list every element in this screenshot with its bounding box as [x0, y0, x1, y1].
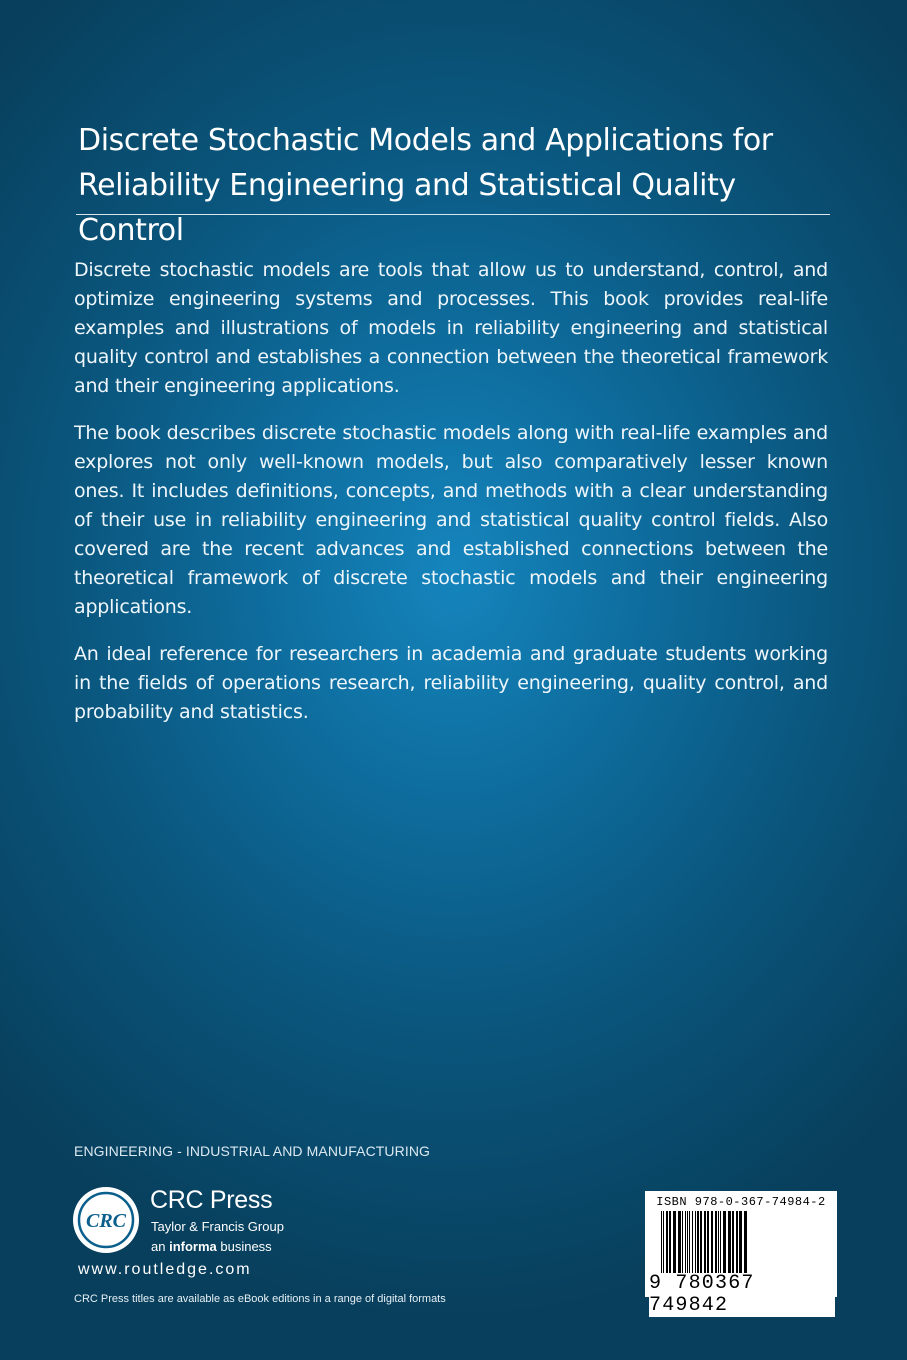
book-description — [74, 256, 828, 745]
barcode-bar — [669, 1211, 671, 1273]
book-title — [78, 118, 838, 253]
informa-brand: informa — [169, 1239, 217, 1254]
description-paragraph-3: An ideal reference for researchers in academia and graduate students working in the fields of operations research, reliability engineering, quality control, and probability and statistics. — [74, 643, 828, 723]
barcode-bar — [711, 1211, 713, 1273]
barcode-bar — [728, 1211, 731, 1273]
isbn-label: ISBN 978-0-367-74984-2 — [656, 1195, 826, 1209]
barcode-bar — [704, 1211, 706, 1273]
barcode-bar — [739, 1211, 742, 1273]
barcode-bar — [715, 1211, 717, 1273]
barcode-bar — [695, 1211, 696, 1273]
barcode-bar — [673, 1211, 676, 1273]
barcode-bar — [700, 1211, 702, 1273]
publisher-name: CRC Press — [150, 1186, 273, 1214]
book-title-line-1: Discrete Stochastic Models and Applications for — [78, 123, 773, 158]
barcode-bar — [661, 1211, 662, 1273]
book-title-line-2: Reliability Engineering and Statistical Quality Control — [78, 168, 736, 248]
publisher-website: www.routledge.com — [78, 1261, 252, 1278]
business-suffix: business — [216, 1239, 272, 1254]
title-divider — [76, 214, 830, 215]
barcode-bar — [663, 1211, 664, 1273]
barcode-bar — [707, 1211, 709, 1273]
barcode-bar — [687, 1211, 688, 1273]
publisher-group: Taylor & Francis Group — [151, 1219, 284, 1234]
barcode-bar — [692, 1211, 693, 1273]
barcode-digits: 9 780367 749842 — [649, 1273, 835, 1317]
barcode-bar — [720, 1211, 721, 1273]
barcode-bar — [697, 1211, 699, 1273]
publisher-business-line — [151, 1239, 272, 1254]
barcode-bar — [678, 1211, 681, 1273]
barcode-bar — [718, 1211, 719, 1273]
isbn-barcode — [645, 1191, 837, 1317]
barcode-bar — [666, 1211, 668, 1273]
crc-press-logo-icon — [71, 1185, 141, 1255]
barcode-bar — [689, 1211, 690, 1273]
crc-logo-text: CRC — [85, 1210, 127, 1232]
business-prefix: an — [151, 1239, 170, 1254]
description-paragraph-2: The book describes discrete stochastic models along with real-life examples and explores not only well-known models, but also comparatively lesser known ones. It includes definitions, concepts, and methods with a clear understanding of their use in reliability engineering and statistical quality control fields. Also covered are the recent advances and established connections between the theoretical framework of discrete stochastic models and their engineering applications. — [74, 422, 828, 618]
barcode-bar — [685, 1211, 686, 1273]
barcode-bar — [736, 1211, 738, 1273]
ebook-availability-note: CRC Press titles are available as eBook editions in a range of digital formats — [74, 1293, 446, 1305]
barcode-bar — [682, 1211, 683, 1273]
barcode-bar — [744, 1211, 747, 1273]
description-paragraph-1: Discrete stochastic models are tools that allow us to understand, control, and optimize engineering systems and processes. This book provides real-life examples and illustrations of models in reliability engineering and statistical quality control and establishes a connection between the theoretical framework and their engineering applications. — [74, 259, 828, 397]
barcode-bar — [723, 1211, 726, 1273]
barcode-bar — [732, 1211, 734, 1273]
subject-category: ENGINEERING - INDUSTRIAL AND MANUFACTURING — [74, 1143, 431, 1159]
